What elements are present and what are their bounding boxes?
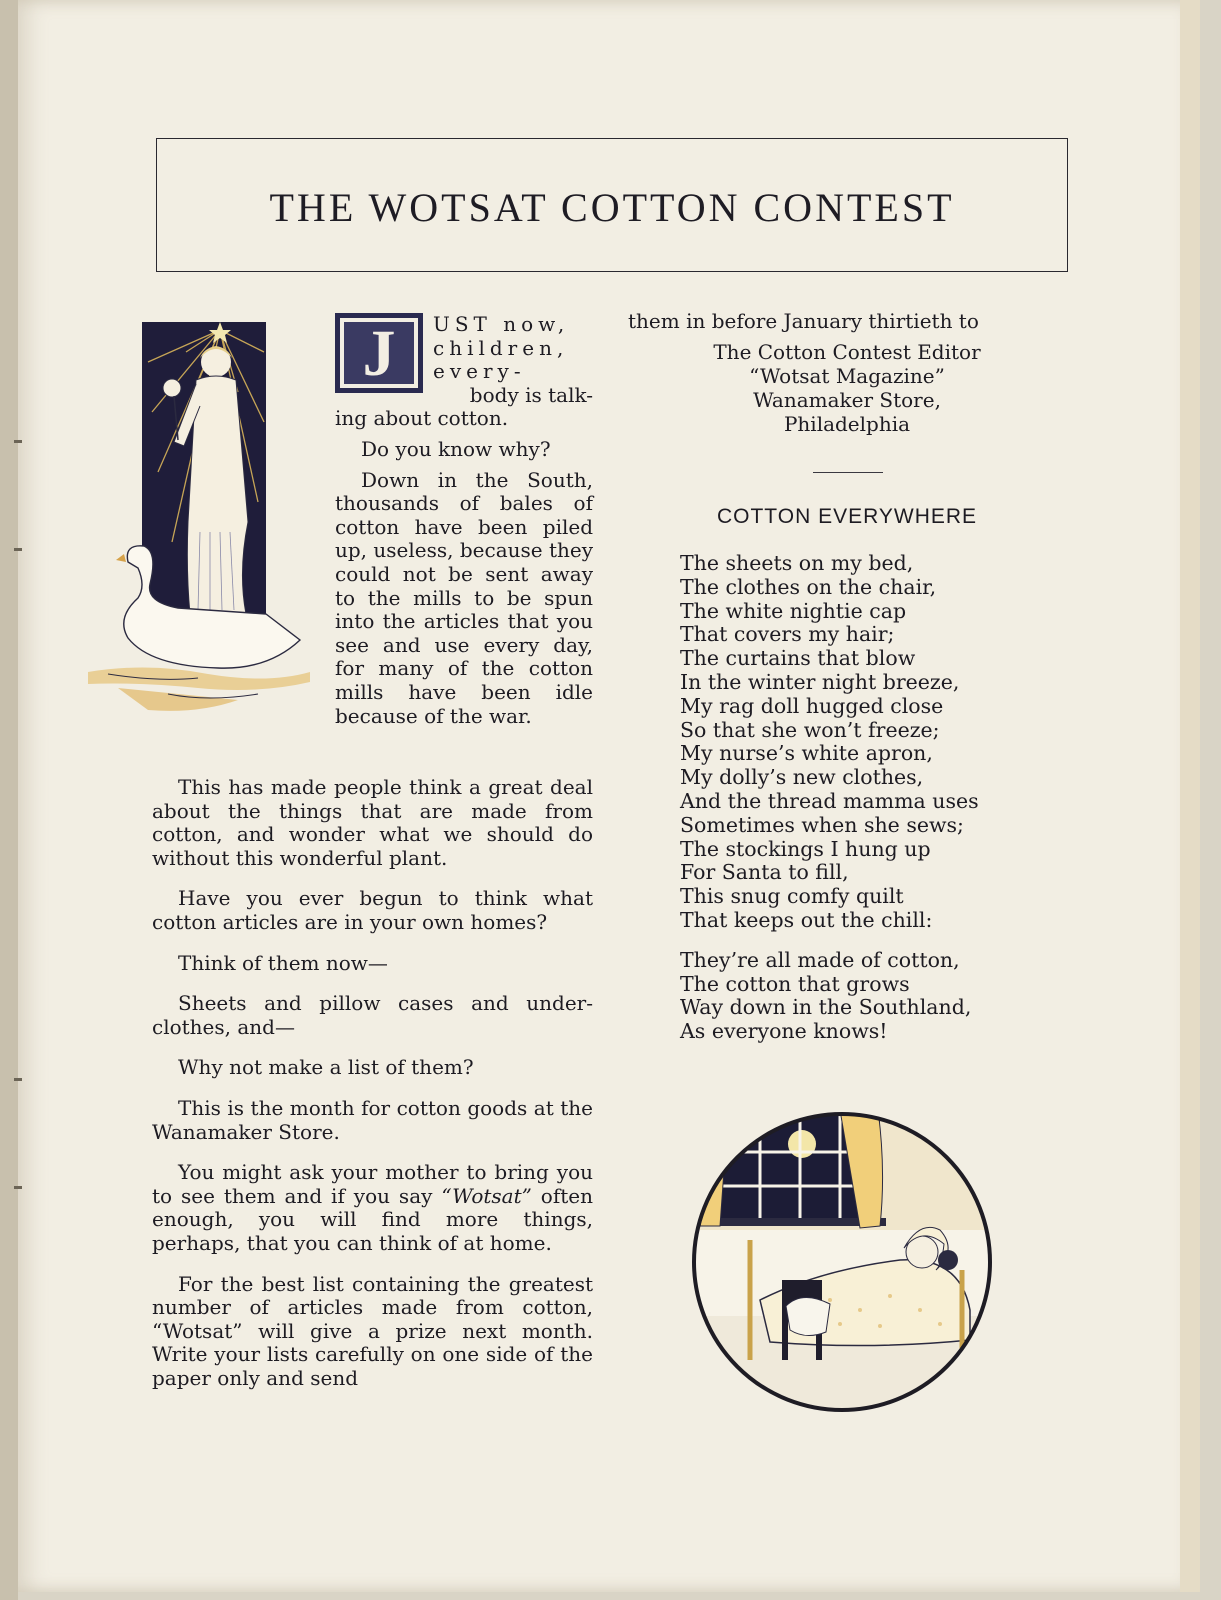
paragraph: Sheets and pillow cases and under-clothes, and— — [152, 991, 593, 1039]
poem-line: They’re all made of cotton, — [680, 947, 960, 972]
poem-stanza — [680, 552, 1040, 933]
poem-line: Sometimes when she sews; — [680, 812, 964, 837]
paragraph — [152, 1161, 593, 1255]
paragraph: Think of them now— — [178, 950, 388, 975]
opening-line: every- — [433, 359, 526, 384]
paragraph: Down in the South, thousands of bales of cotton have been piled up, useless, because they could not be sent away to the mills to be spun into the articles that you see and use every day, for many of the cotton mills have been idle because of the war. — [335, 467, 594, 728]
poem-line: My nurse’s white apron, — [680, 741, 933, 766]
poem-line: The curtains that blow — [680, 646, 916, 671]
poem-title: COTTON EVERYWHERE — [716, 505, 978, 528]
poem-line: For Santa to fill, — [680, 860, 849, 885]
opening-line: children, — [433, 335, 569, 360]
paragraph-part: You might ask your mother to bring you to see them and if you say — [152, 1160, 593, 1208]
paragraph-part: often enough, you will find more things, perhaps, that you can think of at home. — [152, 1183, 593, 1255]
paragraph: Do you know why? — [361, 436, 551, 461]
poem-line: Way down in the Southland, — [680, 995, 972, 1020]
paragraph: Why not make a list of them? — [178, 1055, 474, 1080]
opening-line: ing about cotton. — [335, 406, 509, 431]
sleeping-child-illustration — [690, 1110, 994, 1414]
poem-line: In the winter night breeze, — [680, 669, 960, 694]
svg-text:J: J — [362, 317, 396, 390]
opening-line: body is talk- — [469, 382, 593, 407]
poem-line: And the thread mamma uses — [680, 788, 979, 813]
paragraph: This is the month for cotton goods at the Wanamaker Store. — [152, 1095, 593, 1144]
wotsat-emphasis: “Wotsat” — [441, 1183, 532, 1208]
opening-line: UST now, — [433, 312, 570, 336]
poem-line: My dolly’s new clothes, — [680, 765, 924, 790]
binding-stitch — [14, 548, 22, 551]
article-continued: them in before January thirtieth to — [628, 309, 979, 333]
paragraph: For the best list containing the greatest number of articles made from cotton, “Wotsat” will give a prize next month. Write your lists carefully on one side of the paper only and send — [152, 1271, 593, 1390]
poem-line: This snug comfy quilt — [680, 884, 904, 909]
address-line: Philadelphia — [783, 412, 911, 436]
article-opening — [335, 313, 593, 745]
poem-line: That keeps out the chill: — [680, 907, 933, 932]
paragraph: This has made people think a great deal about the things that are made from cotton, and wonder what we should do without this wonderful plant. — [152, 775, 593, 870]
address-line: Wanamaker Store, — [753, 388, 941, 412]
poem — [680, 552, 1040, 1060]
poem-line: So that she won’t freeze; — [680, 717, 940, 742]
binding-stitch — [14, 1186, 22, 1189]
poem-line: The white nightie cap — [680, 598, 907, 623]
binding-stitch — [14, 1078, 22, 1081]
poem-line: That covers my hair; — [680, 622, 895, 647]
dropcap-j-icon — [335, 313, 427, 393]
book-spine — [0, 0, 18, 1600]
address-line: The Cotton Contest Editor — [713, 340, 981, 364]
girl-swan-illustration — [88, 322, 310, 722]
article-body — [152, 776, 593, 1407]
title-box — [156, 138, 1068, 272]
address-block — [628, 340, 1066, 436]
poem-line: My rag doll hugged close — [680, 693, 944, 718]
poem-line: The clothes on the chair, — [680, 574, 937, 599]
divider — [813, 472, 883, 473]
binding-stitch — [14, 440, 22, 443]
poem-line: As everyone knows! — [680, 1019, 888, 1044]
paragraph: Have you ever begun to think what cotton articles are in your own homes? — [152, 886, 593, 934]
page-title: THE WOTSAT COTTON CONTEST — [269, 184, 955, 230]
poem-stanza — [680, 949, 1040, 1044]
poem-line: The cotton that grows — [680, 971, 910, 996]
poem-line: The sheets on my bed, — [680, 551, 914, 575]
page-edge — [1180, 0, 1200, 1592]
poem-line: The stockings I hung up — [680, 836, 931, 861]
address-line: “Wotsat Magazine” — [749, 364, 945, 388]
